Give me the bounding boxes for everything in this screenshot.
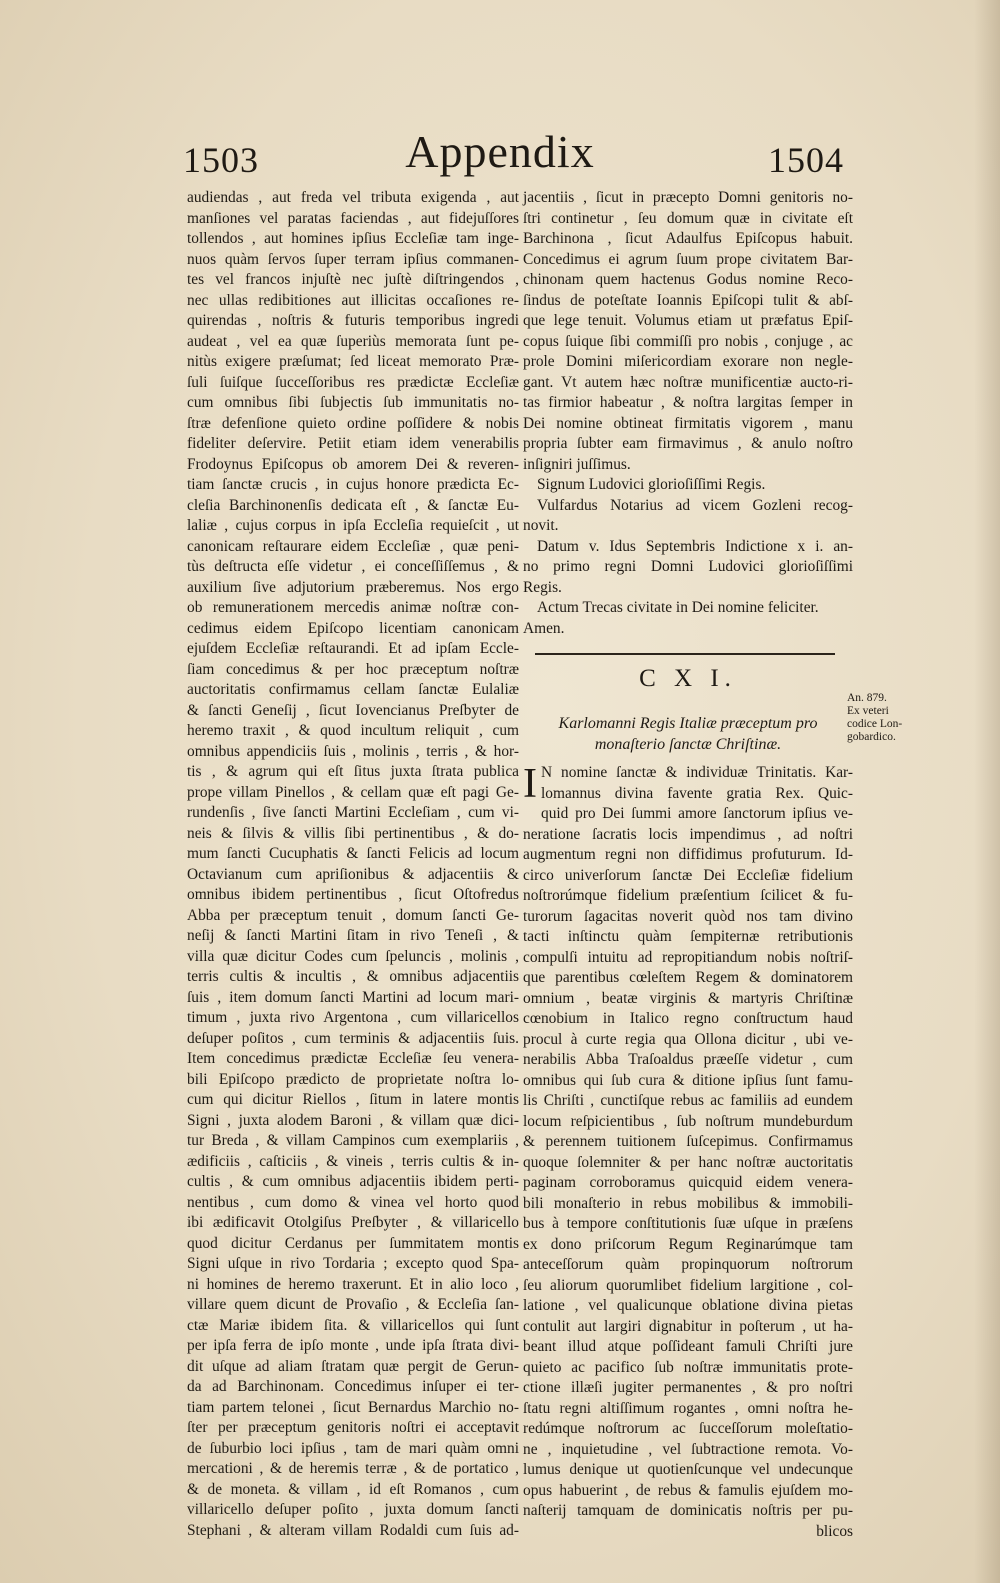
- text-line: de ſuburbio loci ipſius , tam de mari quàm omni: [187, 1439, 519, 1457]
- text-line: nec ullas redibitiones aut illicitas occaſiones re-: [187, 291, 519, 309]
- page-number-left: 1503: [183, 140, 259, 180]
- running-title: Appendix: [405, 126, 595, 177]
- text-line: villare quem dicunt de Provaſio , & Eccleſia ſan-: [187, 1296, 519, 1313]
- text-line: nuos quàm ſervos ſuper terram ipſius commanen-: [187, 250, 519, 268]
- text-line: da ad Barchinonam. Concedimus inſuper ei ter-: [187, 1378, 519, 1395]
- text-line: Actum Trecas civitate in Dei nomine feliciter.: [537, 599, 819, 616]
- text-line: ejuſdem Eccleſiæ reſtaurandi. Et ad ipſam Eccle-: [187, 640, 519, 657]
- text-line: cultis , & cum omnibus adjacentiis ibidem perti-: [187, 1173, 519, 1190]
- text-line: nerabilis Abba Traſoaldus præeſſe videtur , cum: [523, 1051, 853, 1068]
- text-line: naſterij tamquam de dominicatis noſtris per pu-: [523, 1502, 853, 1519]
- text-line: novit.: [523, 517, 559, 534]
- text-line: mum ſancti Cucuphatis & ſancti Felicis ad locum: [187, 845, 519, 862]
- text-line: auxilium ſive adjutorium præberemus. Nos ergo: [187, 578, 519, 596]
- text-line: tiam partem telonei , ſicut Bernardus Marchio no-: [187, 1398, 519, 1416]
- text-line: Octavianum cum apriſionibus & adjacentiis &: [187, 865, 519, 883]
- text-line: gant. Vt autem hæc noſtræ munificentiæ aucto-ri-: [523, 373, 853, 391]
- running-header: [0, 125, 1000, 185]
- text-line: & perennem tuitionem ſuſcepimus. Confirmamus: [523, 1133, 853, 1150]
- text-line: ctione illæſi jugiter permanentes , & pro noſtri: [523, 1379, 853, 1396]
- section-title-line: Karlomanni Regis Italiæ præceptum pro: [558, 715, 818, 732]
- catchword: blicos: [816, 1522, 853, 1540]
- text-line: ſuis , item domum ſancti Martini ad locum mari-: [187, 988, 519, 1006]
- text-line: nentibus , cum domo & vinea vel horto quod: [187, 1193, 519, 1211]
- margin-note: [847, 692, 917, 744]
- text-line: tas firmior habeatur , & noſtra largitas ſemper in: [523, 394, 853, 411]
- text-line: villaricello deſuper poſito , juxta domum ſancti: [187, 1501, 519, 1518]
- text-line: tes vel francos injuſtè nec juſtè diſtringendos ,: [187, 271, 519, 288]
- text-line: tùs deſtructa eſſe videtur , ei conceſſiſſemus , &: [187, 558, 519, 575]
- text-line: ſuli ſuiſque ſucceſſoribus res prædictæ Eccleſiæ: [187, 373, 519, 391]
- drop-cap: I: [523, 761, 537, 807]
- margin-note-line: An. 879.: [847, 692, 887, 704]
- text-line: copus ſuique ſibi commiſſi pro nobis , conjuge , ac: [523, 332, 853, 350]
- text-line: ſiam concedimus & per hoc præceptum noſtræ: [187, 660, 519, 678]
- text-line: tis , & agrum qui eſt ſitus juxta ſtrata publica: [187, 763, 519, 780]
- text-line: ob remunerationem mercedis animæ noſtræ con-: [187, 599, 519, 616]
- text-line: omnium , beatæ virginis & martyris Chriſtinæ: [523, 989, 853, 1007]
- page-number-right: 1504: [768, 140, 844, 180]
- text-line: & de moneta. & villam , id eſt Romanos , cum: [187, 1480, 519, 1498]
- text-line: per ipſa ferra de ipſo monte , unde ipſa ſtrata divi-: [187, 1337, 519, 1354]
- text-line: bili monaſterio in rebus mobilibus & immobili-: [523, 1194, 853, 1212]
- text-line: Datum v. Idus Septembris Indictione x i. an-: [537, 537, 853, 555]
- text-line: opus habuerint , de rebus & famulis ejuſdem mo-: [523, 1481, 853, 1499]
- text-line: timum , juxta rivo Argentona , cum villaricellos: [187, 1009, 519, 1026]
- text-line: prole Domini miſericordiam exorare non negle-: [523, 353, 853, 370]
- text-line: ſtri continetur , ſeu domum quæ in civitate eſt: [523, 209, 853, 227]
- text-line: auctoritatis confirmamus cellam ſanctæ Eulaliæ: [187, 681, 519, 698]
- text-line: jacentiis , ſicut in præcepto Domni genitoris no-: [523, 189, 853, 206]
- text-line: prope villam Pinellos , & cellam quæ eſt pagi Ge-: [187, 783, 519, 801]
- page-edge-shadow: [974, 0, 1000, 1583]
- text-line: omnibus appendiciis ſuis , molinis , terris , & hor-: [187, 742, 519, 760]
- text-line: lumus denique ut quotienſcunque vel undecunque: [523, 1461, 853, 1478]
- section-number: C X I.: [639, 665, 737, 692]
- text-line: tiam ſanctæ crucis , in cujus honore prædicta Ec-: [187, 476, 519, 493]
- text-line: neis & ſilvis & villis ſibi pertinentibus , & do-: [187, 824, 519, 842]
- right-column: [523, 188, 853, 1542]
- text-line: chinonam quem hactenus Godus nomine Reco-: [523, 271, 853, 288]
- text-line: omnibus qui ſub cura & ditione ipſius ſunt famu-: [523, 1071, 853, 1089]
- text-line: quirendas , noſtris & futuris temporibus ingredi: [187, 312, 519, 329]
- text-line: tur Breda , & villam Campinos cum exemplariis ,: [187, 1132, 519, 1149]
- text-line: ne , inquietudine , vel ſubtractione remota. Vo-: [523, 1440, 853, 1458]
- text-line: turorum ſagacitas noverit quòd nos tam divino: [523, 907, 853, 925]
- charter-conclusion: [523, 188, 853, 475]
- text-line: nitùs exigere præſumat; ſed liceat memorato Præ-: [187, 353, 519, 370]
- text-line: audeat , vel ea quæ ſuperiùs memorata ſunt pe-: [187, 332, 519, 350]
- text-line: dit uſque ad aliam ſtratam quæ pergit de Gerun-: [187, 1357, 519, 1375]
- text-line: Frodoynus Epiſcopus ob amorem Dei & reveren-: [187, 455, 519, 473]
- text-line: lis Chriſti , cunctiſque rebus ac familiis ad eundem: [523, 1092, 853, 1109]
- text-line: procul à curte regia qua Ollona dicitur , ubi ve-: [523, 1030, 853, 1048]
- text-line: villa quæ dicitur Codes cum ſpeluncis , molinis ,: [187, 947, 519, 965]
- text-line: propria ſubter eam firmavimus , & anulo noſtro: [523, 435, 853, 452]
- text-line: ſtræ defenſione quieto ordine poſſidere & nobis: [187, 414, 519, 432]
- text-line: ædificiis , caſticiis , & vineis , terris cultis & in-: [187, 1152, 519, 1170]
- margin-note-line: codice Lon-: [847, 718, 903, 730]
- text-line: que parentibus cœleſtem Regem & dominatorem: [523, 969, 853, 986]
- margin-note-line: gobardico.: [847, 731, 896, 743]
- text-line: tacti inſtinctu quàm ſempiternæ retributionis: [523, 928, 853, 945]
- section-title-line: monaſterio ſanctæ Chriſtinæ.: [594, 736, 782, 753]
- text-line: ſter per præceptum genitoris noſtri ei acceptavit: [187, 1419, 519, 1436]
- section-title: [523, 713, 853, 755]
- text-line: Signi uſque in rivo Tordaria ; excepto quod Spa-: [187, 1255, 519, 1272]
- text-line: neſij & ſancti Martini ſitam in rivo Teneſi , &: [187, 927, 519, 944]
- text-line: no primo regni Domni Ludovici glorioſiſſimi: [523, 558, 853, 575]
- text-line: ex dono priſcorum Regum Reginarúmque tam: [523, 1235, 853, 1253]
- text-line: paginam corroboramus quicquid eidem venera-: [523, 1174, 853, 1191]
- charter-body: [523, 763, 853, 1522]
- text-line: canonicam reſtaurare eidem Eccleſiæ , quæ peni-: [187, 537, 519, 555]
- text-line: bus à tempore conſtitutionis ſuæ uſque in præſens: [523, 1215, 853, 1232]
- text-line: lomannus divina favente gratia Rex. Quic-: [541, 784, 853, 802]
- text-line: Concedimus ei agrum ſuum prope civitatem Bar-: [523, 250, 853, 268]
- text-line: terris cultis & incultis , & omnibus adjacentiis: [187, 968, 519, 985]
- text-line: quoque ſolemniter & per hanc noſtræ auctoritatis: [523, 1153, 853, 1171]
- text-line: inſigniri juſſimus.: [523, 455, 631, 473]
- text-line: locum reſpicientibus , ſub noſtrum mundeburdum: [523, 1112, 853, 1130]
- text-line: augmentum regni non diffidimus profuturum. Id-: [523, 846, 853, 863]
- text-line: mercationi , & de heremis terræ , & de portatico ,: [187, 1460, 519, 1477]
- text-line: Abba per præceptum tenuit , domum ſancti Ge-: [187, 906, 519, 924]
- text-line: N nomine ſanctæ & individuæ Trinitatis. Kar-: [541, 764, 853, 781]
- section-divider: [535, 653, 835, 655]
- text-line: ſeu aliorum quorumlibet fidelium largitione , col-: [523, 1276, 853, 1294]
- text-line: Amen.: [523, 619, 565, 637]
- text-line: & ſancti Geneſij , ſicut Iovencianus Preſbyter de: [187, 701, 519, 719]
- charter-subscriptions: [523, 475, 853, 639]
- text-line: Vulfardus Notarius ad vicem Gozleni recog-: [537, 496, 853, 514]
- text-line: cœnobium in Italico regno conſtructum haud: [523, 1010, 853, 1027]
- text-line: ctæ Mariæ ibidem ſita. & villaricellos qui ſunt: [187, 1316, 519, 1334]
- text-line: quid pro Dei ſummi amore ſanctorum ipſius ve-: [541, 805, 853, 822]
- left-column: [187, 188, 519, 1541]
- text-line: quod dicitur Cerdanus per ſummitatem montis: [187, 1234, 519, 1252]
- text-line: cleſia Barchinonenſis dedicata eſt , & ſanctæ Eu-: [187, 496, 519, 514]
- text-line: Item concedimus prædictæ Eccleſiæ ſeu venera-: [187, 1050, 519, 1067]
- text-line: compulſi intuitu ad repropitiandum nobis noſtriſ-: [523, 948, 853, 966]
- text-line: Signi , juxta alodem Baroni , & villam quæ dici-: [187, 1111, 519, 1129]
- text-line: redúmque noſtrorum ac ſucceſſorum moleſtatio-: [523, 1420, 853, 1437]
- text-line: latione , vel qualicunque oblatione divina pietas: [523, 1297, 853, 1314]
- text-line: audiendas , aut freda vel tributa exigenda , aut: [187, 189, 519, 206]
- margin-note-line: Ex veteri: [847, 705, 889, 717]
- text-line: cedimus eidem Epiſcopo licentiam canonicam: [187, 619, 519, 637]
- text-line: Signum Ludovici glorioſiſſimi Regis.: [537, 476, 766, 493]
- text-line: quieto ac pacifico ſub noſtræ immunitatis prote-: [523, 1358, 853, 1376]
- text-line: ſtatu regni altiſſimum rogantes , omni noſtra he-: [523, 1399, 853, 1417]
- text-line: anteceſſorum quàm propinquorum noſtrorum: [523, 1256, 853, 1273]
- text-line: omnibus ibidem pertinentibus , ſicut Oſtofredus: [187, 886, 519, 903]
- text-line: Regis.: [523, 578, 562, 596]
- text-line: cum omnibus ſibi ſubjectis ſub immunitatis no-: [187, 394, 519, 411]
- text-line: contulit aut largiri dignabitur in poſterum , ut ha-: [523, 1317, 853, 1335]
- text-line: deſuper poſitos , cum terminis & adjacentiis ſuis.: [187, 1029, 519, 1047]
- text-line: ni homines de heremo traxerunt. Et in alio loco ,: [187, 1275, 519, 1293]
- text-line: ſindus de poteſtate Ioannis Epiſcopi tulit & abſ-: [523, 291, 853, 309]
- text-line: que lege tenuit. Volumus etiam ut præfatus Epiſ-: [523, 312, 853, 329]
- text-line: heremo traxit , & quod incultum reliquit , cum: [187, 722, 519, 739]
- text-line: manſiones vel paratas faciendas , aut fidejuſſores: [187, 209, 519, 227]
- text-line: tollendos , aut homines ipſius Eccleſiæ tam inge-: [187, 230, 519, 247]
- text-line: Stephani , & alteram villam Rodaldi cum ſuis ad-: [187, 1521, 519, 1539]
- text-line: laliæ , cujus corpus in ipſa Eccleſia requieſcit , ut: [187, 517, 519, 534]
- text-line: beant illud atque poſſideant famuli Chriſti jure: [523, 1338, 853, 1355]
- text-line: Barchinona , ſicut Adaulfus Epiſcopus habuit.: [523, 230, 853, 247]
- text-line: noſtrorúmque fidelium præſentium ſcilicet & fu-: [523, 887, 853, 904]
- text-line: Dei nomine obtineat firmitatis vigorem , manu: [523, 414, 853, 432]
- text-line: rundenſis , ſive ſancti Martini Eccleſiam , cum vi-: [187, 804, 519, 821]
- text-line: ibi ædificavit Otolgiſus Preſbyter , & villaricello: [187, 1214, 519, 1231]
- text-line: circo univerſorum ſanctæ Dei Eccleſiæ fidelium: [523, 866, 853, 884]
- text-line: fideliter deſervire. Petiit etiam idem venerabilis: [187, 435, 519, 452]
- text-line: bili Epiſcopo prædicto de proprietate noſtra lo-: [187, 1070, 519, 1088]
- text-line: neratione ſacratis locis impendimus , ad noſtri: [523, 825, 853, 843]
- text-line: cum qui dicitur Riellos , ſitum in latere montis: [187, 1091, 519, 1108]
